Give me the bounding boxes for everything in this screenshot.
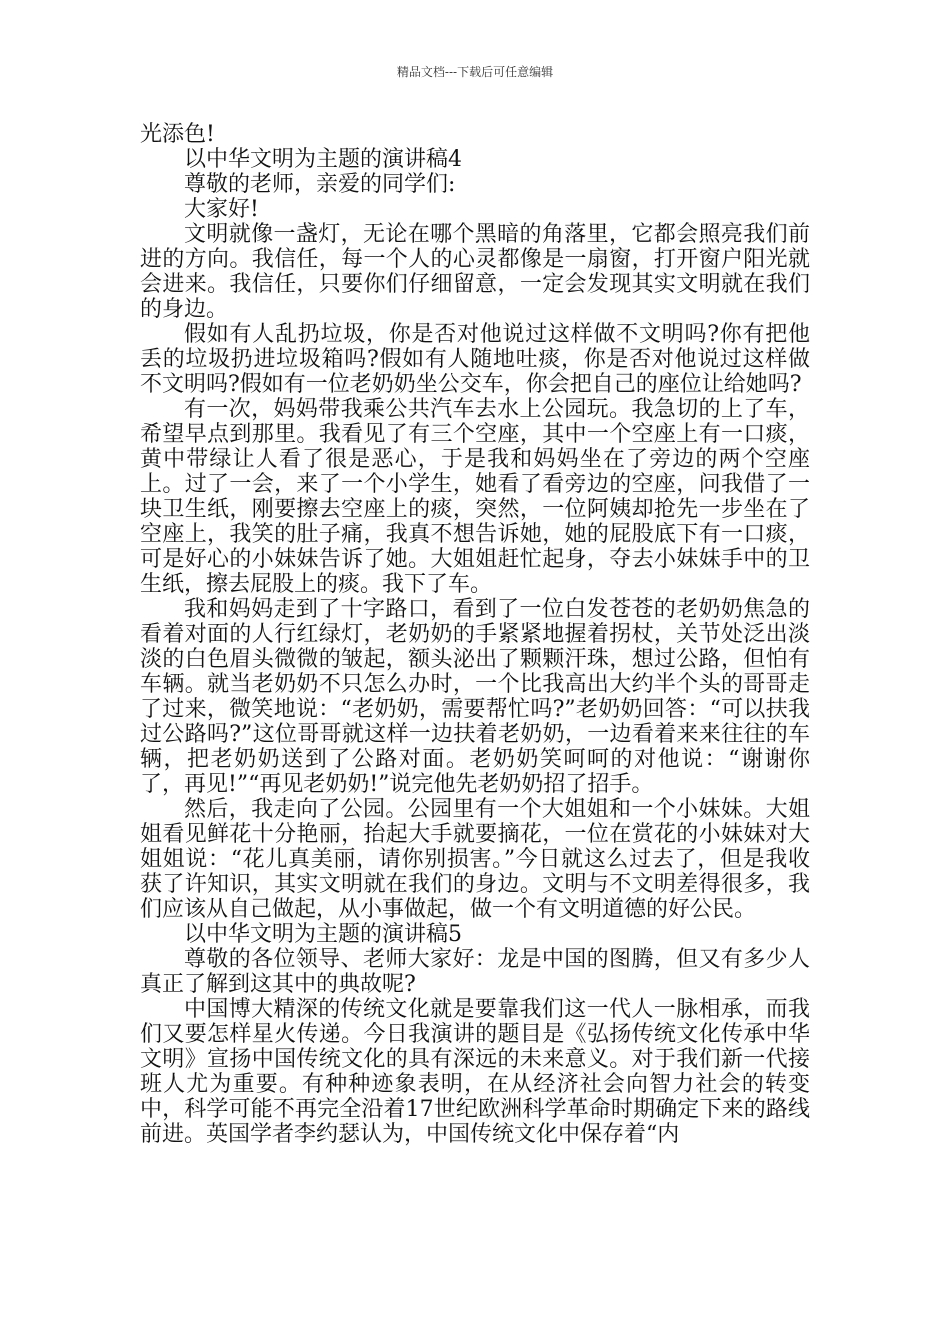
paragraph: 中国博大精深的传统文化就是要靠我们这一代人一脉相承，而我们又要怎样星火传递。今日我演讲的题目是《弘扬传统文化传承中华文明》宣扬中国传统文化的具有深远的未来意义。对于我们新一代接班人尤为重要。有种种迹象表明，在从经济社会向智力社会的转变中，科学可能不再完全沿着17世纪欧洲科学革命时期确定下来的路线前进。英国学者李约瑟认为，中国传统文化中保存着“内 xyxy=(140,997,810,1147)
greeting: 大家好! xyxy=(184,197,259,222)
page-header: 精品文档---下载后可任意编辑 xyxy=(396,65,554,79)
salutation: 尊敬的老师，亲爱的同学们: xyxy=(184,172,456,197)
paragraph: 尊敬的各位领导、老师大家好：龙是中国的图腾，但又有多少人真正了解到这其中的典故呢? xyxy=(140,947,810,997)
paragraph: 光添色! xyxy=(140,122,215,147)
paragraph: 然后，我走向了公园。公园里有一个大姐姐和一个小妹妹。大姐姐看见鲜花十分艳丽，抬起大手就要摘花，一位在赏花的小妹妹对大姐姐说：“花儿真美丽，请你别损害。”今日就这么过去了，但是我收获了许知识，其实文明就在我们的身边。文明与不文明差得很多，我们应该从自己做起，从小事做起，做一个有文明道德的好公民。 xyxy=(140,797,810,922)
paragraph: 假如有人乱扔垃圾，你是否对他说过这样做不文明吗?你有把他丢的垃圾扔进垃圾箱吗?假如有人随地吐痰，你是否对他说过这样做不文明吗?假如有一位老奶奶坐公交车，你会把自己的座位让给她吗? xyxy=(140,322,810,397)
paragraph: 文明就像一盏灯，无论在哪个黑暗的角落里，它都会照亮我们前进的方向。我信任，每一个人的心灵都像是一扇窗，打开窗户阳光就会进来。我信任，只要你们仔细留意，一定会发现其实文明就在我们的身边。 xyxy=(140,222,810,322)
speech-title: 以中华文明为主题的演讲稿4 xyxy=(184,147,462,172)
speech-title: 以中华文明为主题的演讲稿5 xyxy=(184,922,462,947)
document-body xyxy=(140,122,810,1147)
paragraph: 有一次，妈妈带我乘公共汽车去水上公园玩。我急切的上了车，希望早点到那里。我看见了有三个空座，其中一个空座上有一口痰，黄中带绿让人看了很是恶心，于是我和妈妈坐在了旁边的两个空座上。过了一会，来了一个小学生，她看了看旁边的空座，问我借了一块卫生纸，刚要擦去空座上的痰，突然，一位阿姨却抢先一步坐在了空座上，我笑的肚子痛，我真不想告诉她，她的屁股底下有一口痰，可是好心的小妹妹告诉了她。大姐姐赶忙起身，夺去小妹妹手中的卫生纸，擦去屁股上的痰。我下了车。 xyxy=(140,397,810,597)
paragraph: 我和妈妈走到了十字路口，看到了一位白发苍苍的老奶奶焦急的看着对面的人行红绿灯，老奶奶的手紧紧地握着拐杖，关节处泛出淡淡的白色眉头微微的皱起，额头泌出了颗颗汗珠，想过公路，但怕有车辆。就当老奶奶不只怎么办时，一个比我高出大约半个头的哥哥走了过来，微笑地说：“老奶奶，需要帮忙吗?”老奶奶回答：“可以扶我过公路吗?”这位哥哥就这样一边扶着老奶奶，一边看着来来往往的车辆，把老奶奶送到了公路对面。老奶奶笑呵呵的对他说：“谢谢你了，再见!”“再见老奶奶!”说完他先老奶奶招了招手。 xyxy=(140,597,810,797)
